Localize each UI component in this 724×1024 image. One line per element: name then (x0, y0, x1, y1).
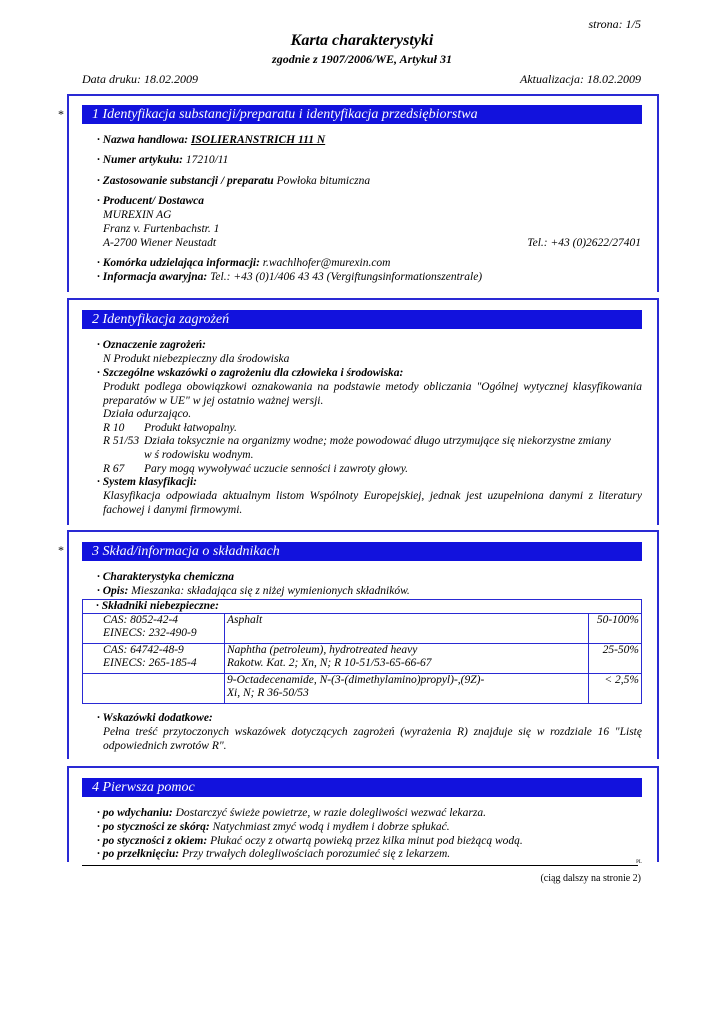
concentration-cell: 50-100% (589, 614, 642, 644)
section-2-title: 2 Identyfikacja zagrożeń (82, 310, 642, 329)
description-label: · Opis: (97, 585, 129, 597)
table-row (83, 644, 642, 674)
ingredient-class: Rakotw. Kat. 2; Xn, N; R 10-51/53-65-66-67 (227, 657, 432, 669)
ingredient-class: Xi, N; R 36-50/53 (227, 687, 309, 699)
system-label: · System klasyfikacji: (97, 476, 197, 488)
producer-street: Franz v. Furtenbachstr. 1 (103, 223, 220, 235)
identifier-cell (83, 674, 225, 704)
extra-notes-label: · Wskazówki dodatkowe: (97, 712, 213, 724)
producer-name: MUREXIN AG (103, 209, 172, 221)
trade-name-value: ISOLIERANSTRICH 111 N (190, 134, 326, 146)
description-line (97, 584, 410, 598)
first-aid-eye (97, 834, 523, 848)
producer-label-text: · Producent/ Dostawca (97, 195, 205, 207)
change-marker: * (58, 543, 64, 557)
update-date: Aktualizacja: 18.02.2009 (520, 72, 641, 86)
ingestion-label: · po przełknięciu: (97, 848, 180, 860)
table-header (83, 600, 642, 614)
name-cell (225, 614, 589, 644)
table-row (83, 674, 642, 704)
table-row (83, 614, 642, 644)
info-contact-value: r.wachlhofer@murexin.com (262, 257, 391, 269)
einecs-number: EINECS: 232-490-9 (103, 627, 197, 639)
trade-name-label: · Nazwa handlowa: (97, 134, 189, 146)
producer-city: A-2700 Wiener Neustadt (103, 237, 217, 249)
article-number-label: · Numer artykułu: (97, 154, 183, 166)
ingredients-table (82, 599, 642, 704)
special-label-line (97, 366, 403, 380)
hazard-label: · Oznaczenie zagrożeń: (97, 339, 206, 351)
emergency-value: Tel.: +43 (0)1/406 43 43 (Vergiftungsinformationszentrale) (210, 271, 483, 283)
skin-label: · po styczności ze skórą: (97, 821, 210, 833)
cas-number: CAS: 64742-48-9 (103, 644, 184, 656)
info-contact-label: · Komórka udzielająca informacji: (97, 257, 260, 269)
document-title: Karta charakterystyki (290, 32, 434, 49)
hazard-label-line (97, 338, 206, 352)
concentration-cell: 25-50% (589, 644, 642, 674)
language-code: PL (636, 860, 642, 865)
concentration-cell: < 2,5% (589, 674, 642, 704)
ingredient-name: 9-Octadecenamide, N-(3-(dimethylamino)propyl)-,(9Z)- (227, 674, 485, 686)
section-1-title: 1 Identyfikacja substancji/preparatu i identyfikacja przedsiębiorstwa (82, 105, 642, 124)
description-value: Mieszanka: składająca się z niżej wymienionych składników. (131, 585, 410, 597)
r67-code: R 67 (103, 463, 125, 475)
use-value: Powłoka bitumiczna (276, 175, 371, 187)
identifier-cell (83, 644, 225, 674)
name-cell (225, 644, 589, 674)
name-cell (225, 674, 589, 704)
chem-char-line (97, 570, 234, 584)
inhalation-value: Dostarczyć świeże powietrze, w razie dolegliwości wezwać lekarza. (175, 807, 486, 819)
document-subtitle: zgodnie z 1907/2006/WE, Artykuł 31 (272, 52, 452, 66)
emergency-line (97, 270, 482, 284)
ingestion-value: Przy trwałych dolegliwościach porozumieć się z lekarzem. (181, 848, 451, 860)
r67-text: Pary mogą wywoływać uczucie senności i zawroty głowy. (144, 463, 409, 475)
producer-phone: Tel.: +43 (0)2622/27401 (527, 237, 641, 249)
skin-value: Natychmiast zmyć wodą i mydłem i dobrze spłukać. (212, 821, 450, 833)
identifier-cell (83, 614, 225, 644)
ingredient-name: Naphtha (petroleum), hydrotreated heavy (227, 644, 418, 656)
cas-number: CAS: 8052-42-4 (103, 614, 179, 626)
hazard-value: N Produkt niebezpieczny dla środowiska (103, 353, 290, 365)
ingredient-name: Asphalt (227, 614, 263, 626)
info-contact-line (97, 256, 391, 270)
change-marker: * (58, 107, 64, 121)
page-number: strona: 1/5 (588, 17, 641, 31)
use-label: · Zastosowanie substancji / preparatu (97, 175, 274, 187)
inhalation-label: · po wdychaniu: (97, 807, 173, 819)
extra-notes-line (97, 711, 213, 725)
use-line (97, 174, 370, 188)
einecs-number: EINECS: 265-185-4 (103, 657, 197, 669)
chem-char-label: · Charakterystyka chemiczna (97, 571, 235, 583)
system-text: Klasyfikacja odpowiada aktualnym listom Wspólnoty Europejskiej, jednak jest uzupełniona danymi z literatury fachowej i danymi firmowymi. (103, 490, 642, 516)
extra-notes-text: Pełna treść przytoczonych wskazówek dotyczących zagrożeń (wyrażenia R) znajduje się w rozdziale 16 "Listę odpowiednich zwrotów R". (103, 726, 642, 752)
article-number-line (97, 153, 228, 167)
r5153-text: Działa toksycznie na organizmy wodne; może powodować długo utrzymujące się niekorzystne zmiany (144, 435, 611, 447)
special-text: Produkt podlega obowiązkowi oznakowania na podstawie metody obliczania "Ogólnej wytycznej klasyfikowania preparatów w UE" w jej ostatnio ważnej wersji. (103, 381, 642, 407)
eye-label: · po styczności z okiem: (97, 835, 208, 847)
first-aid-skin (97, 820, 450, 834)
footer-divider (82, 865, 638, 866)
article-number-value: 17210/11 (185, 154, 229, 166)
r10-text: Produkt łatwopalny. (144, 422, 237, 434)
table-header-row (83, 600, 642, 614)
system-label-line (97, 475, 197, 489)
section-4-title: 4 Pierwsza pomoc (82, 778, 642, 797)
emergency-label: · Informacja awaryjna: (97, 271, 208, 283)
continued-note: (ciąg dalszy na stronie 2) (540, 873, 641, 884)
table-header-label: · Składniki niebezpieczne: (96, 600, 219, 612)
eye-value: Płukać oczy z otwartą powieką przez kilka minut pod bieżącą wodą. (210, 835, 523, 847)
first-aid-inhalation (97, 806, 486, 820)
trade-name-line (97, 133, 325, 147)
section-3-title: 3 Skład/informacja o składnikach (82, 542, 642, 561)
special-label: · Szczególne wskazówki o zagrożeniu dla człowieka i środowiska: (97, 367, 404, 379)
print-date: Data druku: 18.02.2009 (82, 72, 198, 86)
r5153-text-cont: w ś rodowisku wodnym. (144, 449, 254, 461)
r10-code: R 10 (103, 422, 125, 434)
narcotic-text: Działa odurzająco. (103, 408, 192, 420)
first-aid-ingestion (97, 847, 450, 861)
producer-label (97, 194, 204, 208)
r5153-code: R 51/53 (103, 435, 140, 447)
